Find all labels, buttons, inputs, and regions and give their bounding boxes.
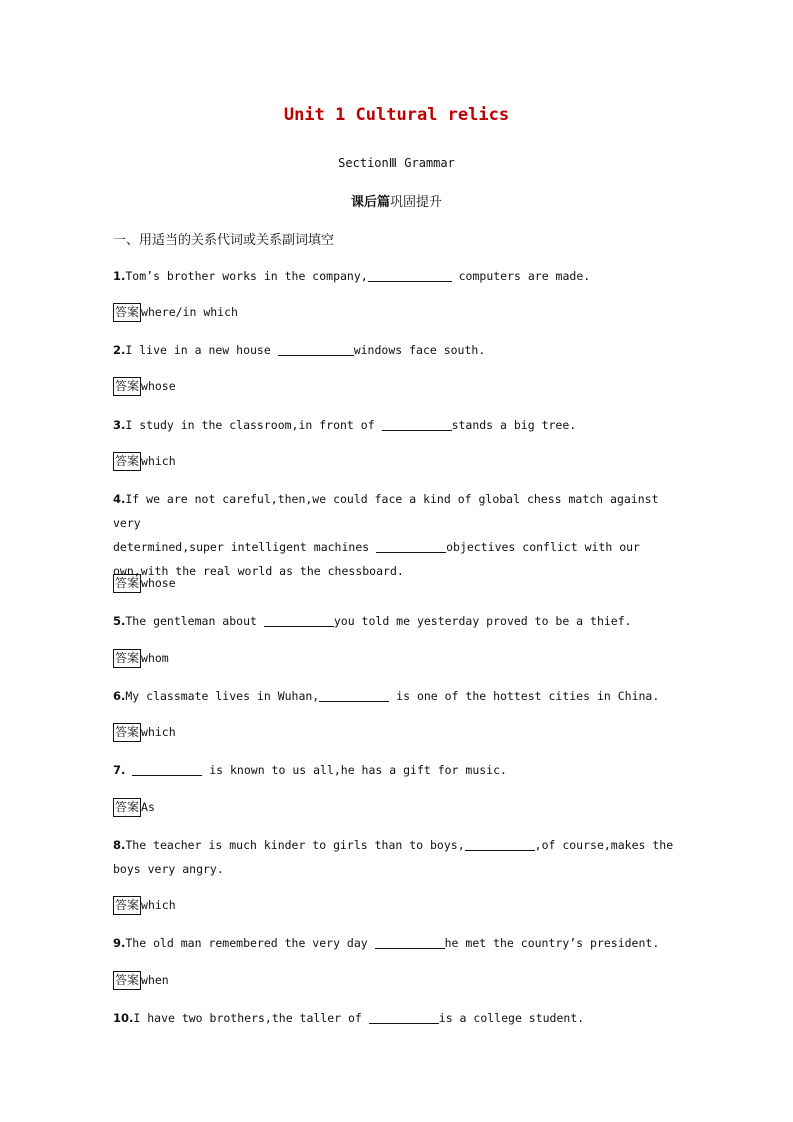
answer-label: 答案 [113,723,141,742]
heading-bold: 课后篇 [350,195,390,210]
answer-9: 答案 when [113,970,169,990]
section-subtitle: SectionⅢ Grammar [338,156,455,170]
answer-label: 答案 [113,896,141,915]
answer-2: 答案 whose [113,376,176,396]
answer-label: 答案 [113,377,141,396]
answer-1: 答案 where/in which [113,302,238,322]
answer-6: 答案 which [113,722,176,742]
question-7: 7. is known to us all,he has a gift for music. [113,763,507,777]
question-10: 10.I have two brothers,the taller of is a college student. [113,1011,585,1025]
question-1: 1.Tom’s brother works in the company, computers are made. [113,269,591,283]
answer-blank[interactable] [319,689,389,702]
question-5: 5.The gentleman about you told me yesterday proved to be a thief. [113,614,632,628]
answer-blank[interactable] [264,614,334,627]
question-3: 3.I study in the classroom,in front of stands a big tree. [113,418,577,432]
question-9: 9.The old man remembered the very day he met the country’s president. [113,936,660,950]
question-6: 6.My classmate lives in Wuhan, is one of the hottest cities in China. [113,689,660,703]
answer-3: 答案 which [113,451,176,471]
answer-label: 答案 [113,303,141,322]
heading-rest: 巩固提升 [390,195,443,210]
answer-8: 答案 which [113,895,176,915]
answer-7: 答案 As [113,797,155,817]
document-title: Unit 1 Cultural relics [283,105,510,125]
question-4: 4.If we are not careful,then,we could face a kind of global chess match against very determined,super intelligent machines objectives conflict with our own,with the real world as the chessboard. [113,492,659,578]
answer-label: 答案 [113,574,141,593]
answer-blank[interactable] [375,936,445,949]
answer-label: 答案 [113,971,141,990]
answer-label: 答案 [113,452,141,471]
answer-4: 答案 whose [113,573,176,593]
part-title: 一、用适当的关系代词或关系副词填空 [113,233,335,248]
answer-blank[interactable] [465,838,535,851]
section-heading [0,191,793,210]
answer-label: 答案 [113,649,141,668]
answer-label: 答案 [113,798,141,817]
answer-blank[interactable] [382,418,452,431]
answer-blank[interactable] [132,763,202,776]
question-2: 2.I live in a new house windows face south. [113,343,486,357]
answer-5: 答案 whom [113,648,169,668]
answer-blank[interactable] [368,269,452,282]
question-8: 8.The teacher is much kinder to girls than to boys, ,of course,makes the boys very angry. [113,838,674,876]
answer-blank[interactable] [278,343,354,356]
answer-blank[interactable] [369,1011,439,1024]
answer-blank[interactable] [376,540,446,553]
